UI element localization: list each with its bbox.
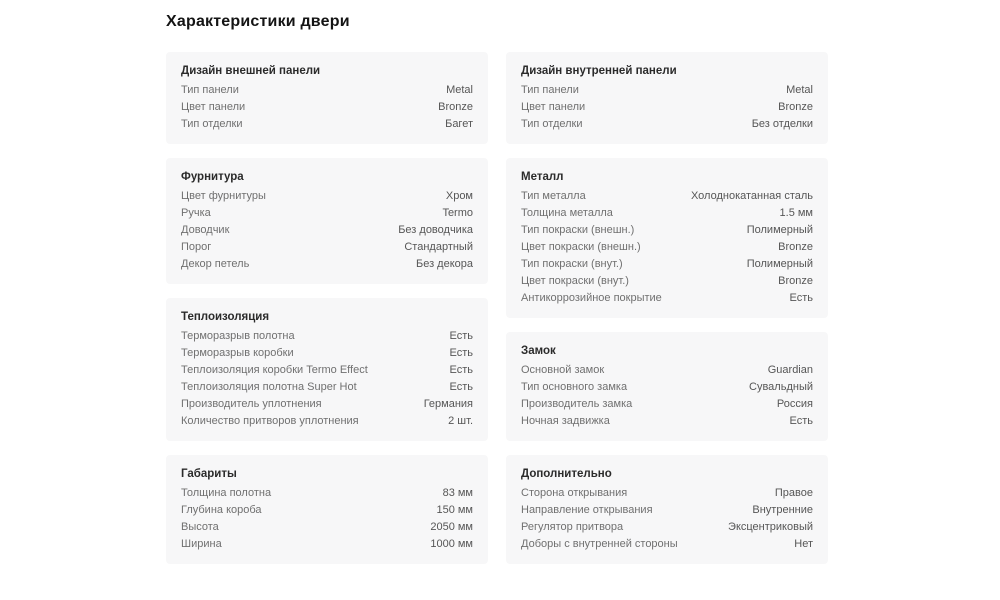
spec-row — [181, 519, 473, 536]
spec-value: Правое — [774, 487, 813, 499]
spec-label: Ручка — [181, 207, 211, 219]
spec-card — [506, 158, 828, 318]
spec-card — [166, 52, 488, 144]
spec-value: Bronze — [778, 241, 813, 253]
spec-row — [521, 99, 813, 116]
spec-card — [506, 332, 828, 441]
spec-label: Цвет покраски (внут.) — [521, 275, 629, 287]
spec-value: 2050 мм — [430, 521, 473, 533]
spec-row — [521, 536, 813, 553]
spec-label: Количество притворов уплотнения — [181, 415, 359, 427]
spec-label: Тип панели — [181, 84, 239, 96]
spec-row — [181, 485, 473, 502]
spec-value: Есть — [789, 415, 813, 427]
spec-value: Хром — [445, 190, 473, 202]
spec-value: Без отделки — [751, 118, 813, 130]
spec-label: Направление открывания — [521, 504, 653, 516]
section-title: Теплоизоляция — [181, 311, 270, 323]
spec-label: Производитель уплотнения — [181, 398, 322, 410]
spec-value: 83 мм — [442, 487, 473, 499]
spec-row — [181, 345, 473, 362]
spec-label: Цвет панели — [521, 101, 586, 113]
spec-row — [181, 502, 473, 519]
section-title: Габариты — [181, 468, 237, 480]
spec-value: Стандартный — [404, 241, 473, 253]
spec-value: Есть — [449, 347, 473, 359]
spec-label: Цвет панели — [181, 101, 246, 113]
spec-label: Терморазрыв полотна — [181, 330, 295, 342]
spec-value: Без доводчика — [398, 224, 473, 236]
spec-row — [181, 328, 473, 345]
spec-label: Тип металла — [521, 190, 586, 202]
spec-card — [166, 298, 488, 441]
spec-row — [181, 256, 473, 273]
spec-value: Bronze — [778, 101, 813, 113]
spec-label: Тип панели — [521, 84, 579, 96]
section-title: Дизайн внешней панели — [181, 65, 321, 77]
spec-value: Guardian — [767, 364, 813, 376]
spec-grid — [166, 52, 828, 564]
spec-value: Есть — [789, 292, 813, 304]
spec-column-right — [506, 52, 828, 564]
spec-value: Сувальдный — [749, 381, 813, 393]
spec-row — [521, 502, 813, 519]
spec-value: 1.5 мм — [779, 207, 813, 219]
spec-label: Основной замок — [521, 364, 605, 376]
spec-label: Глубина короба — [181, 504, 262, 516]
spec-label: Ширина — [181, 538, 222, 550]
spec-label: Регулятор притвора — [521, 521, 624, 533]
spec-row — [521, 379, 813, 396]
spec-label: Высота — [181, 521, 219, 533]
spec-row — [181, 239, 473, 256]
spec-row — [181, 116, 473, 133]
spec-row — [521, 485, 813, 502]
section-title: Дополнительно — [521, 468, 612, 480]
spec-value: Холоднокатанная сталь — [690, 190, 813, 202]
spec-label: Цвет фурнитуры — [181, 190, 266, 202]
spec-row — [181, 396, 473, 413]
spec-label: Терморазрыв коробки — [181, 347, 294, 359]
spec-value: Есть — [449, 364, 473, 376]
spec-value: Bronze — [778, 275, 813, 287]
section-title: Замок — [521, 345, 556, 357]
section-title: Фурнитура — [181, 171, 244, 183]
spec-row — [521, 116, 813, 133]
spec-row — [521, 239, 813, 256]
spec-card — [166, 455, 488, 564]
spec-value: Багет — [445, 118, 473, 130]
spec-label: Тип отделки — [521, 118, 583, 130]
spec-value: Полимерный — [746, 258, 813, 270]
spec-row — [181, 205, 473, 222]
spec-row — [521, 222, 813, 239]
spec-value: Германия — [423, 398, 473, 410]
spec-row — [181, 188, 473, 205]
spec-label: Производитель замка — [521, 398, 633, 410]
spec-label: Тип отделки — [181, 118, 243, 130]
spec-value: Есть — [449, 330, 473, 342]
spec-label: Толщина металла — [521, 207, 613, 219]
spec-label: Тип покраски (внешн.) — [521, 224, 635, 236]
spec-row — [521, 205, 813, 222]
spec-label: Доводчик — [181, 224, 230, 236]
spec-value: Полимерный — [746, 224, 813, 236]
section-title: Дизайн внутренней панели — [521, 65, 677, 77]
spec-value: Termo — [442, 207, 473, 219]
spec-row — [521, 290, 813, 307]
spec-label: Сторона открывания — [521, 487, 628, 499]
page-title: Характеристики двери — [166, 13, 350, 30]
spec-row — [521, 519, 813, 536]
spec-row — [521, 396, 813, 413]
spec-label: Теплоизоляция коробки Termo Effect — [181, 364, 368, 376]
section-title: Металл — [521, 171, 564, 183]
spec-label: Порог — [181, 241, 212, 253]
spec-card — [166, 158, 488, 284]
spec-row — [521, 256, 813, 273]
spec-label: Теплоизоляция полотна Super Hot — [181, 381, 357, 393]
spec-value: Нет — [794, 538, 813, 550]
spec-row — [521, 82, 813, 99]
spec-value: Россия — [776, 398, 813, 410]
spec-label: Тип основного замка — [521, 381, 628, 393]
spec-row — [521, 413, 813, 430]
spec-value: Без декора — [415, 258, 473, 270]
spec-row — [181, 222, 473, 239]
spec-label: Ночная задвижка — [521, 415, 610, 427]
spec-value: Эксцентриковый — [728, 521, 813, 533]
spec-label: Тип покраски (внут.) — [521, 258, 623, 270]
spec-row — [181, 99, 473, 116]
spec-row — [521, 188, 813, 205]
spec-column-left — [166, 52, 488, 564]
spec-value: Bronze — [438, 101, 473, 113]
spec-value: 150 мм — [436, 504, 473, 516]
spec-row — [181, 362, 473, 379]
spec-card — [506, 455, 828, 564]
spec-label: Толщина полотна — [181, 487, 272, 499]
spec-card — [506, 52, 828, 144]
spec-value: Есть — [449, 381, 473, 393]
spec-value: Внутренние — [752, 504, 813, 516]
spec-row — [181, 379, 473, 396]
spec-label: Доборы с внутренней стороны — [521, 538, 678, 550]
spec-value: 1000 мм — [430, 538, 473, 550]
spec-label: Декор петель — [181, 258, 250, 270]
spec-row — [521, 273, 813, 290]
spec-row — [521, 362, 813, 379]
spec-label: Антикоррозийное покрытие — [521, 292, 662, 304]
spec-label: Цвет покраски (внешн.) — [521, 241, 641, 253]
spec-row — [181, 536, 473, 553]
spec-value: Metal — [446, 84, 473, 96]
spec-row — [181, 413, 473, 430]
spec-value: 2 шт. — [448, 415, 473, 427]
spec-value: Metal — [786, 84, 813, 96]
spec-row — [181, 82, 473, 99]
